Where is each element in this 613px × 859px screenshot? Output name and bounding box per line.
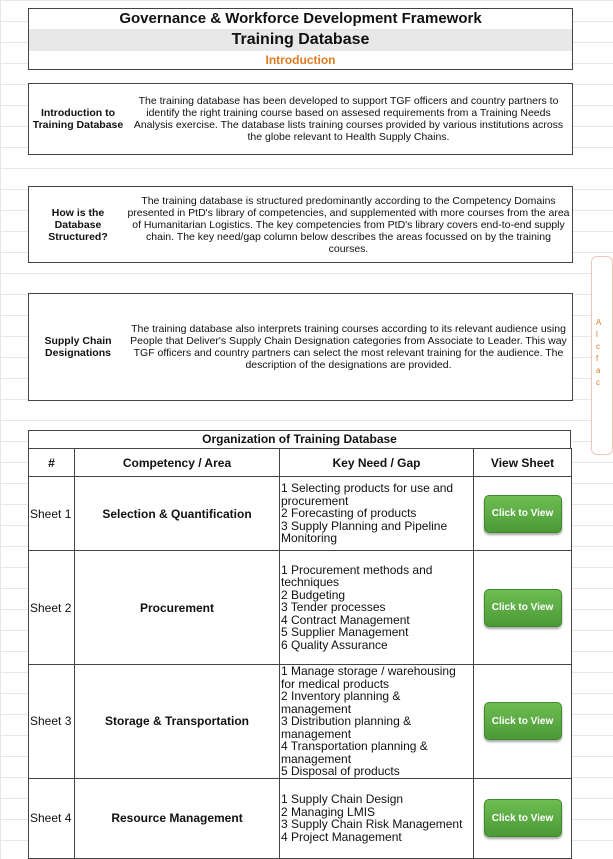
intro-box [28, 83, 573, 155]
column-header-view: View Sheet [474, 449, 572, 477]
column-header-number: # [29, 449, 75, 477]
need-item: 4 Project Management [281, 829, 402, 844]
intro-label: Introduction to Training Database [32, 107, 124, 131]
key-needs [280, 477, 474, 551]
competency-name: Selection & Quantification [75, 477, 280, 551]
structure-box [28, 186, 573, 263]
side-fragment: a [596, 366, 601, 375]
view-cell [474, 665, 572, 779]
intro-text: The training database has been developed to support TGF officers and country partners to identify the right training course based on assesed requirements from a Training Needs Analysis exercise. The database lists training courses provided by various institutions across the globe relevant to Health Supply Chains. [133, 95, 564, 143]
side-fragment: l [596, 330, 598, 339]
key-needs [280, 551, 474, 665]
side-fragment: f [596, 354, 599, 363]
need-item: 1 Procurement methods and techniques [281, 562, 433, 590]
need-item: 1 Supply Chain Design [281, 792, 404, 806]
need-item: 2 Forecasting of products [281, 506, 417, 521]
view-cell [474, 551, 572, 665]
view-cell [474, 477, 572, 551]
need-item: 3 Supply Chain Risk Management [281, 817, 463, 831]
need-item: 4 Contract Management [281, 612, 410, 627]
column-header-competency: Competency / Area [75, 449, 280, 477]
framework-title: Governance & Workforce Development Framework [119, 10, 482, 27]
database-title: Training Database [29, 29, 572, 51]
competency-name: Procurement [75, 551, 280, 665]
need-item: 2 Managing LMIS [281, 804, 376, 819]
designations-label: Supply Chain Designations [44, 335, 112, 359]
sheet-number: Sheet 3 [29, 665, 75, 779]
side-fragment: c [596, 378, 600, 387]
need-item: 3 Supply Planning and Pipeline Monitoring [281, 518, 448, 546]
column-header-need: Key Need / Gap [280, 449, 474, 477]
structure-label: How is the Database Structured? [48, 206, 108, 243]
need-item: 6 Quality Assurance [281, 637, 388, 652]
need-item: 2 Inventory planning & management [281, 689, 401, 716]
need-item: 1 Selecting products for use and procurement [281, 481, 454, 508]
framework-header [28, 8, 573, 70]
side-fragment: c [596, 342, 600, 351]
key-needs [280, 778, 474, 858]
view-sheet-4-button[interactable]: Click to View [484, 799, 562, 837]
section-title: Introduction [265, 53, 336, 67]
need-item: 1 Manage storage / warehousing for medical products [281, 664, 456, 691]
competency-name: Resource Management [75, 778, 280, 858]
table-row [29, 551, 572, 665]
sheet-number: Sheet 4 [29, 778, 75, 858]
side-panel-text [596, 317, 601, 389]
need-item: 4 Transportation planning & management [281, 739, 428, 766]
view-sheet-2-button[interactable]: Click to View [484, 589, 562, 627]
sheet-number: Sheet 1 [29, 477, 75, 551]
side-comment-panel[interactable] [591, 256, 613, 455]
designations-box [28, 293, 573, 401]
table-row [29, 477, 572, 551]
need-item: 2 Budgeting [281, 587, 346, 602]
organization-table [28, 430, 571, 859]
need-item: 5 Disposal of products [281, 764, 400, 778]
need-item: 3 Tender processes [281, 600, 386, 615]
side-fragment: A [596, 318, 602, 327]
structure-text: The training database is structured predominantly according to the Competency Domains presented in PtD's library of competencies, and supplemented with more courses from the area of Humanitarian Logistics. The key competencies from PtD's library covers end-to-end supply chain. The key need/gap column below describes the areas focussed on by the training courses. [127, 194, 570, 255]
view-sheet-1-button[interactable]: Click to View [484, 495, 562, 533]
designations-text: The training database also interprets training courses according to its relevant audience using People that Deliver's Supply Chain Designation categories from Associate to Leader. This way TGF officers and country partners can select the most relevant training for the audience. The description of the designations are provided. [130, 323, 567, 371]
table-caption: Organization of Training Database [28, 430, 571, 448]
key-needs [280, 665, 474, 779]
need-item: 5 Supplier Management [281, 625, 409, 640]
competency-name: Storage & Transportation [75, 665, 280, 779]
need-item: 3 Distribution planning & management [281, 714, 412, 741]
view-cell [474, 778, 572, 858]
sheet-number: Sheet 2 [29, 551, 75, 665]
view-sheet-3-button[interactable]: Click to View [484, 702, 562, 740]
table-row [29, 778, 572, 858]
table-row [29, 665, 572, 779]
